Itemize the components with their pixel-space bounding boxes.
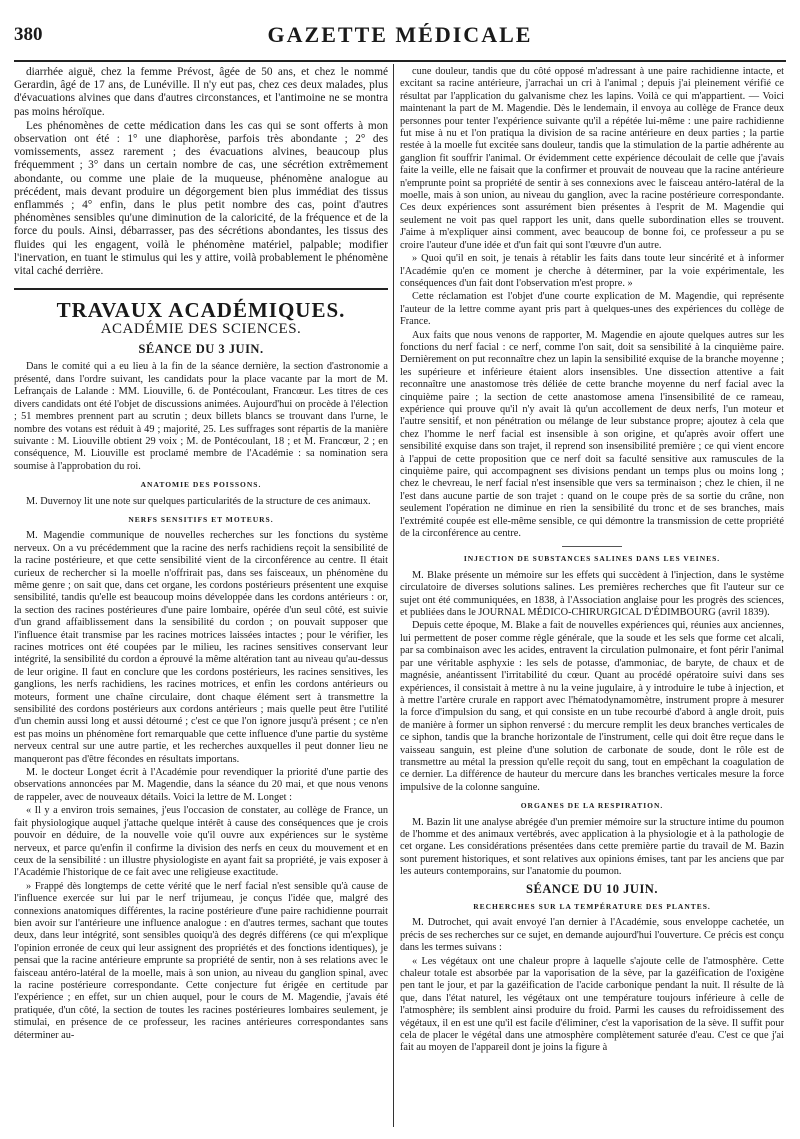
nerves-paragraph: M. Magendie communique de nouvelles recherches sur les fonctions du système nerveux. On a vu précédemment que la racine des nerfs rachidiens reçoit la sensibilité de la racine postérieure, et que cette sensibilité vient de la circonférence au centre. Il était curieux de rechercher si la moelle n'offrirait pas, dans ses faisceaux, un phénomène du même genre ; on sait que, dans cet organe, les cordons postérieurs présentent une exquise sensibilité, tandis qu'elle est beaucoup moins développée dans les cordons antérieurs : or, la section des racines postérieures d'une paire lombaire, opérée d'un seul côté, est suivie d'un grand affaiblissement dans la sensibilité du cordon ; on pouvait supposer que l'influence était transmise par les racines motrices laissées intactes ; pour le vérifier, les racines motrices ont été coupées par le milieu, les racines sensitives conservant leur intégrité, la sensibilité du cordon a éprouvé la même altération tant au niveau qu'au-dessus de leur origine. Il faut en conclure que les cordons postérieurs, les racines sensitives, les ganglions, les nerfs rachidiens, les racines motrices, et enfin les cordons antérieurs ou moteurs, forment une chaîne circulaire, dont chaque élément sert à transmettre la sensibilité des cordons postérieurs aux cordons antérieurs ; mais quelle peut être l'utilité d'un chemin aussi long et aussi détourné ; c'est ce que l'on ignore jusqu'à présent ; ce n'en est pas moins un phénomène fort remarquable que cette influence d'une partie du système nerveux central sur une autre partie, et les recherches auxquelles il peut donner lieu ne manqueront pas d'être fécondes en résultats importans. bbox=[14, 530, 388, 765]
page-header bbox=[14, 20, 786, 62]
injection-paragraph: M. Blake présente un mémoire sur les effets qui succèdent à l'injection, dans le système circulatoire de diverses solutions salines. Les premières recherches que fit l'auteur sur ce sujet ont été communiquées, en 1838, à l'Association anglaise pour les progrès des sciences, et publiées dans le JOURNAL MÉDICO-CHIRURGICAL D'ÉDIMBOURG (avril 1839). bbox=[400, 569, 784, 619]
letter-paragraph: » Quoi qu'il en soit, je tenais à rétablir les faits dans toute leur sincérité et à informer l'Académie qu'en ce moment je cherche à déterminer, par la voie expérimentale, les conséquences d'un fait dont l'observation m'est propre. » bbox=[400, 253, 784, 289]
page-number: 380 bbox=[14, 24, 43, 45]
left-column bbox=[14, 66, 388, 1125]
journal-title: GAZETTE MÉDICALE bbox=[267, 22, 533, 47]
section-rule bbox=[14, 288, 388, 290]
header-rule bbox=[14, 60, 786, 62]
injection-paragraph: Depuis cette époque, M. Blake a fait de nouvelles expériences qui, réunies aux anciennes, lui permettent de poser comme règle générale, que la soude et les sels que forme cet alcali, par sa combinaison avec les acides, entravent la circulation pulmonaire, et font périr l'animal par une véritable asphyxie : les sels de potasse, d'ammoniac, de baryte, de chaux et de magnésie, anéantissent l'irritabilité du cœur. Quant au procédé opératoire suivi dans ses expériences, il consistait à mettre à nu la veine jugulaire, à y introduire le tube à injection, et à mettre l'artère crurale en rapport avec l'hématodynamomètre, instrument propre à mesurer la force d'impulsion du sang, et qui consiste en un tube recourbé d'abord à angle droit, puis de manière à former un siphon renversé : du mercure remplit les deux branches verticales de ce siphon, tandis que la branche horizontale de l'instrument, celle qui doit être reçue dans le vaisseau sanguin, est pleine d'une solution de carbonate de soude, dont le rôle est de transmettre au métal la pression qu'elle reçoit du sang, tout en empêchant la coagulation de ce dernier. La différence de hauteur du mercure dans les branches verticales mesure la force impulsive de la colonne sanguine. bbox=[400, 620, 784, 793]
nerves-title: NERFS SENSITIFS ET MOTEURS. bbox=[128, 514, 274, 524]
temperature-paragraph: M. Dutrochet, qui avait envoyé l'an dernier à l'Académie, sous enveloppe cachetée, un précis de ses recherches sur ce sujet, en demande aujourd'hui l'ouverture. Ce précis est conçu dans les termes suivans : bbox=[400, 917, 784, 954]
short-rule bbox=[562, 546, 622, 547]
respiration-paragraph: M. Bazin lit une analyse abrégée d'un premier mémoire sur la structure intime du poumon de l'homme et des animaux vertébrés, avec application à la physiologie et à la pathologie de cet organe. Les considérations présentées dans cette première partie du travail de M. Bazin sont purement historiques, et sont relatives aux opinions émises, tant par les anciens que par les auteurs contemporains, sur l'anatomie du poumon. bbox=[400, 816, 784, 878]
intro-paragraph: Les phénomènes de cette médication dans les cas qui se sont offerts à mon observation ont été : 1° une diaphorèse, parfois très abondante ; 2° des vomissements, assez rarement ; des évacuations alvines, beaucoup plus fréquemment ; 3° dans un certain nombre de cas, une sécrétion extrêmement abondante, ou comme une plaie de la muqueuse, phénomène analogue au précédent, mais devant produire un dégorgement bien plus immédiat des tissus enflammés ; 4° enfin, dans le plus petit nombre des cas, point d'autres phénomènes sensibles qu'une diminution de la caloricité, de la fréquence et de la force du pouls. Ainsi, débarrasser, pas des sécrétions abondantes, les tissus des fluides qui les engagent, voilà le phénomène matériel, palpable; modifier l'inervation, en tuant le stimulus qui les y attire, voilà probablement le phénomène vital caché derrière. bbox=[14, 119, 388, 278]
letter-paragraph: Aux faits que nous venons de rapporter, M. Magendie en ajoute quelques autres sur les fonctions du nerf facial : ce nerf, comme l'on sait, doit sa sensibilité à la cinquième paire. Dernièrement on put reconnaître chez un lapin la sensibilité exquise de la branche moyenne ; les supérieure et inférieure étaient alors insensibles. Une dissection attentive a fait reconnaître une anastomose très déliée de cette branche moyenne du nerf facial avec la cinquième paire ; la section de cette anastomose amena l'insensibilité de ce rameau, expérience qui prouve qu'il n'y avait là qu'un accollement de deux nerfs, l'un moteur et l'autre sensitif, et non pénétration ou mélange de leur substance propre; ajoutez à cela que chez l'homme le nerf facial est insensible à son origine, et qu'après avoir offert une sensibilité exquise dans son trajet, il reprend son insensibilité première ; ce qui vient encore à l'appui de cette proposition que ce nerf doit sa faculté sensitive aux ramuscules de la cinquième paire, qui accompagnent ses divisions pendant un temps plus ou moins long ; chez le chevreau, le nerf facial n'est insensible que vers sa terminaison ; chez le chien, il ne l'est dans aucune partie de son trajet : quand on le coupe près de sa sortie du crâne, non seulement l'opération ne diminue en rien la sensibilité du tronc et de ses branches, mais l'extrémité coupée est elle-même sensible, ce qui démontre la transmission de cette propriété de la circonférence au centre. bbox=[400, 329, 784, 540]
seance-title: SÉANCE DU 3 JUIN. bbox=[138, 342, 264, 357]
seance-title-2: SÉANCE DU 10 JUIN. bbox=[526, 881, 658, 896]
letter-paragraph: cune douleur, tandis que du côté opposé m'adressant à une paire rachidienne intacte, et excitant sa racine antérieure, j'arrachai un cri à l'animal ; depuis j'ai pleinement vérifié ce résultat par l'application du galvanisme chez les lapins. Voilà ce qui m'appartient. — Voici maintenant la part de M. Magendie. Dès le lendemain, il envoya au collège de France deux personnes pour tenter l'expérience suivante qu'il a répétée lui-même : une paire rachidienne fut mise à nu et l'on pratiqua la division de sa racine antérieure en deux parties ; la partie restée à la moelle fut excitée sans douleur, tandis que la stimulation de la partie adhérente au ganglion fit souffrir l'animal. Or évidemment cette expérience découlait de celle que j'avais faite la veille, elle ne faisait que la confirmer et prouvait de nouveau que la racine antérieure n'emprunte point sa propriété de sentir à ses connexions avec le faisceau antéro-latéral de la moelle, mais à son union, au niveau du ganglion, avec la racine postérieure correspondante. Ces deux expériences sont assurément bien présentes à l'esprit de M. Magendie qui seulement ne voit pas quel rapport les unit, dans quelle subordination elles se trouvent. J'aime à m'expliquer ainsi comment, avec beaucoup de bonne foi, ce professeur a pu se croire l'auteur d'une idée et d'un fait qui sont l'œuvre d'un autre. bbox=[400, 66, 784, 251]
intro-paragraph: diarrhée aiguë, chez la femme Prévost, âgée de 50 ans, et chez le nommé Gerardin, âgé de 17 ans, de Lunéville. Il n'y eut pas, chez ces deux malades, plus d'évacuations alvines que dans d'autres circonstances, et l'antimoine ne se montra pas moins héroïque. bbox=[14, 66, 388, 118]
respiration-title: ORGANES DE LA RESPIRATION. bbox=[520, 801, 664, 811]
injection-title: INJECTION DE SUBSTANCES SALINES DANS LES VEINES. bbox=[463, 554, 721, 564]
right-column bbox=[400, 66, 784, 1125]
seance-paragraph: Dans le comité qui a eu lieu à la fin de la séance dernière, la section d'astronomie a présenté, dans l'ordre suivant, les candidats pour la place vacante par la mort de M. Lefrançais de Lalande : MM. Liouville, 6. de Pontécoulant, Francœur. Les titres de ces divers candidats ont été l'objet de discussions animées. Aujourd'hui on procède à l'élection ; 51 membres prennent part au scrutin ; deux billets blancs se trouvant dans l'urne, le nombre des votans est réduit à 49 ; majorité, 25. Les suffrages sont répartis de la manière suivante : M. Liouville obtient 29 voix ; M. de Pontécoulant, 18 ; et M. Francœur, 2 ; en conséquence, M. Liouville est proclamé membre de l'Académie : sa nomination sera soumise à l'approbation du roi. bbox=[14, 361, 388, 472]
nerves-paragraph: « Il y a environ trois semaines, j'eus l'occasion de constater, au collège de France, un fait physiologique auquel j'attache quelque intérêt à cause des conséquences que je crois pouvoir en déduire, de la nouvelle voie qu'il ouvre aux expériences sur le système nerveux, et parce qu'enfin il confirme la division des nerfs en ceux du mouvement et en ceux de la sensibilité : un illustre physiologiste en ayant fait sa propriété, je vais exposer à l'Académie l'historique de ce fait avec une religieuse exactitude. bbox=[14, 805, 388, 879]
nerves-paragraph: M. le docteur Longet écrit à l'Académie pour revendiquer la priorité d'une partie des observations annoncées par M. Magendie, dans la séance du 20 mai, et que nous venons de rappeler, avec de nouveaux détails. Voici la lettre de M. Longet : bbox=[14, 767, 388, 803]
section-title: TRAVAUX ACADÉMIQUES. bbox=[56, 298, 346, 323]
temperature-paragraph: « Les végétaux ont une chaleur propre à laquelle s'ajoute celle de l'atmosphère. Cette chaleur totale est absorbée par la vaporisation de la sève, par la gazéification de l'oxigène pen tant le jour, et par la gazéification de l'acide carbonique pendant la nuit. Il résulte de là que, dans l'état naturel, les végétaux ont une température toujours inférieure à celle de l'atmosphère; ils semblent ainsi produire du froid. Parmi les causes du refroidissement des végétaux, il en est une qu'il est facile d'éliminer, c'est la vaporisation de la sève. Il suffit pour cela de placer le végétal dans une atmosphère complètement saturée d'eau. C'est ce que j'ai fait au moyen de l'appareil dont je joins la figure à bbox=[400, 955, 784, 1054]
letter-paragraph: Cette réclamation est l'objet d'une courte explication de M. Magendie, qui représente l'auteur de la lettre comme ayant pris part à quelques-unes des expériences du collège de France. bbox=[400, 291, 784, 328]
column-divider bbox=[393, 64, 394, 1127]
anatomy-paragraph: M. Duvernoy lit une note sur quelques particularités de la structure de ces animaux. bbox=[26, 495, 371, 507]
academy-title: ACADÉMIE DES SCIENCES. bbox=[100, 320, 302, 337]
temperature-title: RECHERCHES SUR LA TEMPÉRATURE DES PLANTES. bbox=[473, 902, 711, 911]
nerves-paragraph: » Frappé dès longtemps de cette vérité que le nerf facial n'est sensible qu'à cause de l'influence exercée sur lui par le nerf trijumeau, je conçus l'idée que, malgré des connexions anatomiques différentes, la racine postérieure d'une paire rachidienne pourrait bien avoir sur l'antérieure une influence analogue : en d'autres termes, sachant que toutes deux, dans leur intégrité, sont sensibles quoiqu'à des degrés différens (ce qui m'explique l'opinion erronée de ceux qui leur assignent des propriétés et des fonctions identiques), je pensai que la racine antérieure emprunte sa propriété de sentir, non à ses relations avec le faisceau antéro-latéral de la moelle, mais à son union, au niveau du ganglion spinal, avec la racine postérieure correspondante. Cette conjecture fut érigée en certitude par l'expérience ; en effet, sur un chien auquel, pour le cours de M. Magendie, j'avais été pratiquée, d'un côté, la section de toutes les racines postérieures lombaires seulement, je stimulai, en présence de ce professeur, les racines antérieures correspondantes sans déterminer au- bbox=[14, 880, 388, 1041]
anatomy-title: ANATOMIE DES POISSONS. bbox=[140, 480, 262, 490]
